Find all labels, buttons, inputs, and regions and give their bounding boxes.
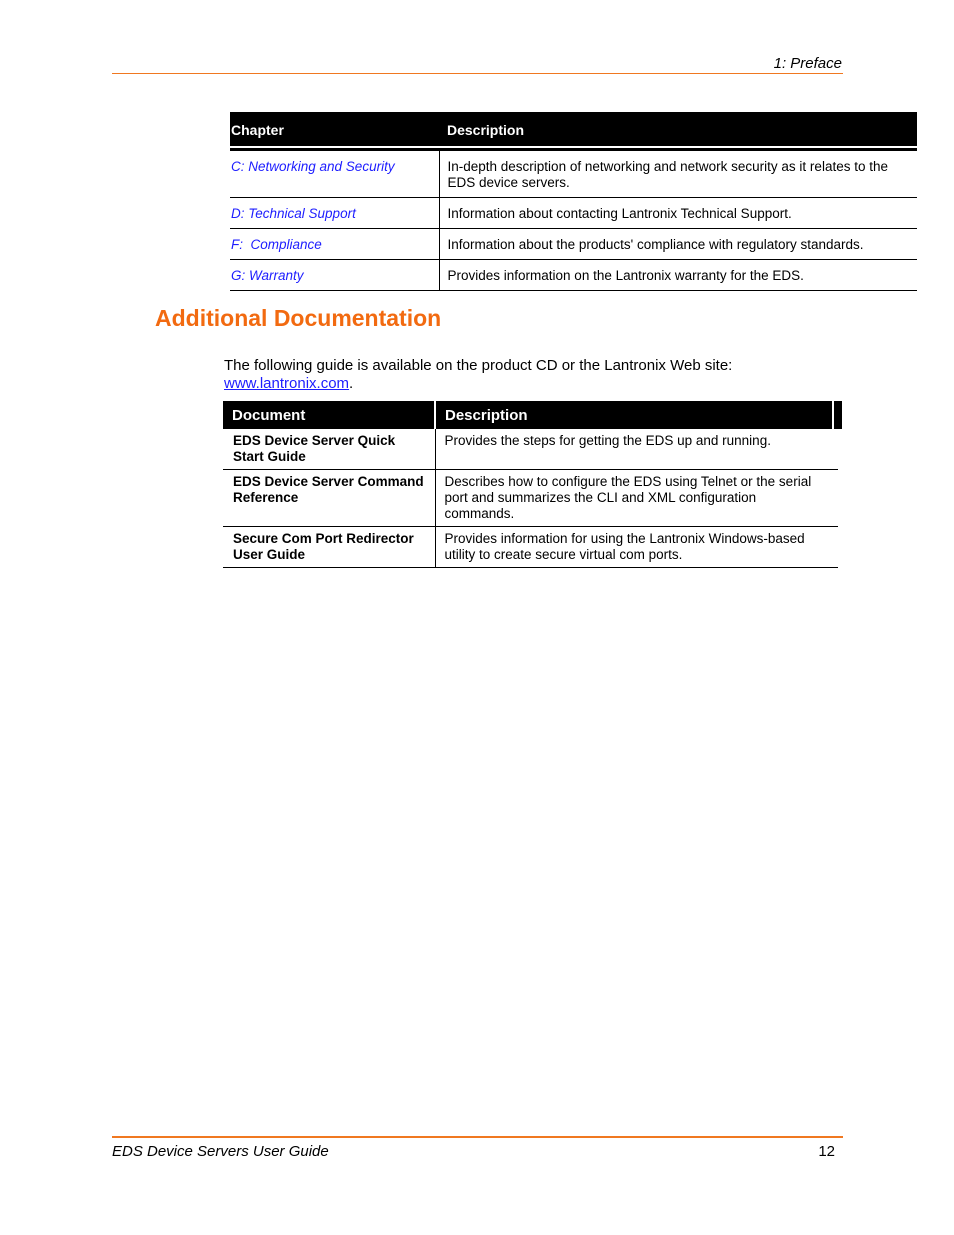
section-title: Additional Documentation (155, 305, 442, 331)
document-description: Provides information for using the Lantronix Windows-based utility to create secure virtual com ports. (435, 527, 838, 568)
documentation-table-header (223, 401, 838, 429)
chapter-table-header (230, 112, 917, 150)
table-row (223, 429, 838, 470)
document-name: Secure Com Port Redirector User Guide (223, 527, 435, 568)
document-name: EDS Device Server Quick Start Guide (223, 429, 435, 470)
document-description: Provides the steps for getting the EDS up and running. (435, 429, 838, 470)
intro-paragraph (224, 357, 824, 393)
column-header-description: Description (439, 112, 917, 150)
footer-guide-title: EDS Device Servers User Guide (112, 1143, 329, 1160)
chapter-description: Information about the products' compliance with regulatory standards. (439, 229, 917, 260)
table-row (230, 150, 917, 198)
chapter-description: In-depth description of networking and network security as it relates to the EDS device servers. (439, 150, 917, 198)
documentation-table (223, 401, 842, 568)
document-name: EDS Device Server Command Reference (223, 470, 435, 527)
document-description: Describes how to configure the EDS using Telnet or the serial port and summarizes the CLI and XML configuration commands. (435, 470, 838, 527)
intro-period: . (349, 375, 354, 392)
chapter-link[interactable]: G: Warranty (230, 260, 439, 291)
chapter-description: Information about contacting Lantronix Technical Support. (439, 198, 917, 229)
intro-text: The following guide is available on the product CD or the Lantronix Web site: (224, 357, 733, 374)
table-row (223, 527, 838, 568)
chapter-description: Provides information on the Lantronix warranty for the EDS. (439, 260, 917, 291)
chapter-table (230, 112, 917, 291)
table-row (230, 260, 917, 291)
header-rule (112, 73, 843, 74)
chapter-link[interactable]: C: Networking and Security (230, 150, 439, 198)
table-row (230, 229, 917, 260)
lantronix-website-link[interactable]: www.lantronix.com (224, 375, 350, 392)
chapter-link[interactable]: D: Technical Support (230, 198, 439, 229)
column-header-document: Document (223, 401, 435, 429)
footer-rule (112, 1136, 843, 1138)
column-header-chapter: Chapter (230, 112, 439, 150)
table-row (223, 470, 838, 527)
footer-page-number: 12 (818, 1143, 835, 1160)
running-header: 1: Preface (773, 55, 842, 72)
table-row (230, 198, 917, 229)
column-header-description: Description (435, 401, 838, 429)
chapter-link[interactable]: F: Compliance (230, 229, 439, 260)
